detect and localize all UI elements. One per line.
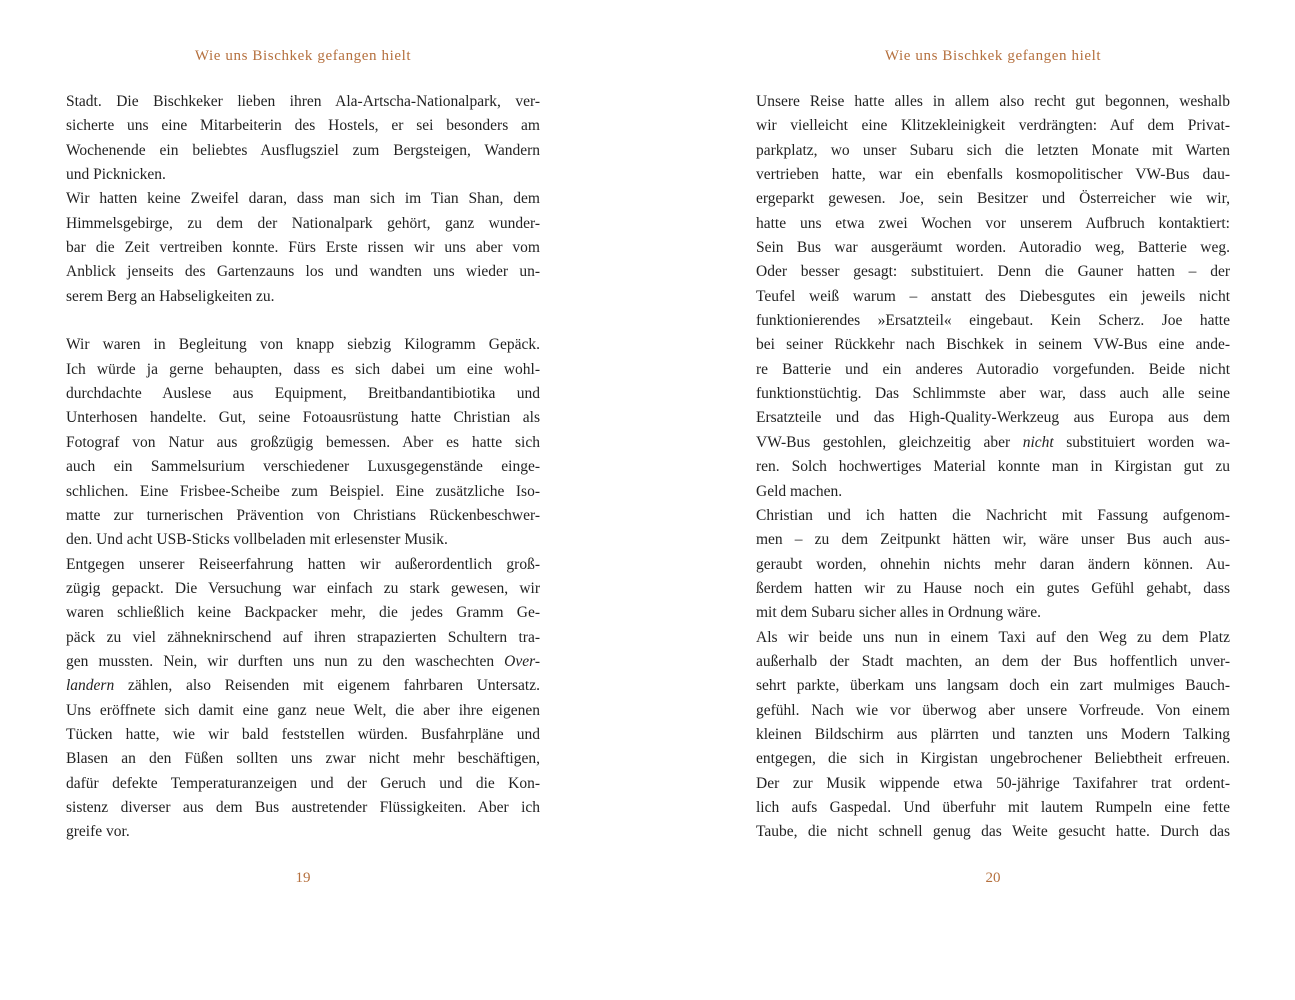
- text-line: landern zählen, also Reisenden mit eigenem fahrbaren Untersatz.: [66, 677, 540, 695]
- text-line: entgegen, die sich in Kirgistan ungebrochener Beliebtheit erfreuen.: [756, 750, 1230, 768]
- text-line: Ersatzteile und das High-Quality-Werkzeug aus Europa aus dem: [756, 409, 1230, 427]
- running-header-right: Wie uns Bischkek gefangen hielt: [884, 48, 1102, 64]
- text-line: Wir hatten keine Zweifel daran, dass man sich im Tian Shan, dem: [66, 190, 540, 208]
- paragraph: [66, 333, 540, 552]
- text-line: Teufel weiß warum – anstatt des Diebesgutes ein jeweils nicht: [756, 287, 1230, 305]
- text-line: VW-Bus gestohlen, gleichzeitig aber nicht substituiert worden wa-: [756, 433, 1230, 451]
- text-line: außerhalb der Stadt machten, an dem der Bus hoffentlich unver-: [756, 652, 1230, 670]
- text-line: durchdachte Auslese aus Equipment, Breitbandantibiotika und: [66, 385, 540, 403]
- text-line: Tücken hatte, wie wir bald feststellen würden. Busfahrpläne und: [66, 725, 540, 743]
- text-line: funktionstüchtig. Das Schlimmste aber war, dass auch alle seine: [756, 385, 1230, 403]
- page-number-right: 20: [985, 870, 1001, 886]
- paragraph: [66, 90, 540, 187]
- text-line: zügig gepackt. Die Versuchung war einfach zu stark gewesen, wir: [66, 579, 540, 597]
- text-line: sehrt parkte, überkam uns langsam doch ein zart mulmiges Bauch-: [756, 677, 1230, 695]
- text-line: Himmelsgebirge, zu dem der Nationalpark gehört, ganz wunder-: [66, 214, 540, 232]
- text-line: greife vor.: [66, 823, 130, 841]
- paragraph: [756, 90, 1230, 504]
- text-line: ßerdem hatten wir zu Hause noch ein gutes Gefühl gehabt, dass: [756, 579, 1230, 597]
- text-line: ergeparkt gewesen. Joe, sein Besitzer und Österreicher wie wir,: [756, 190, 1230, 208]
- text-line: Ich würde ja gerne behaupten, dass es sich dabei um eine wohl-: [66, 360, 540, 378]
- text-line: funktionierendes »Ersatzteil« eingebaut. Kein Scherz. Joe hatte: [756, 312, 1230, 330]
- text-line: gen mussten. Nein, wir durften uns nun zu den waschechten Over-: [66, 652, 540, 670]
- text-line: Unsere Reise hatte alles in allem also recht gut begonnen, weshalb: [756, 93, 1230, 110]
- text-line: kleinen Bildschirm aus plärrten und tanzten uns Modern Talking: [756, 725, 1230, 743]
- text-line: wir vielleicht eine Klitzekleinigkeit verdrängten: Auf dem Privat-: [756, 117, 1230, 135]
- text-line: waren schließlich keine Backpacker mehr, die jedes Gramm Ge-: [66, 604, 540, 622]
- paragraph: [66, 187, 540, 309]
- text-line: Oder besser gesagt: substituiert. Denn die Gauner hatten – der: [756, 263, 1230, 281]
- text-block-right: [756, 90, 1230, 845]
- text-line: geraubt worden, ohnehin nichts mehr daran ändern können. Au-: [756, 555, 1230, 573]
- text-line: Der zur Musik wippende etwa 50-jährige Taxifahrer trat ordent-: [756, 774, 1230, 792]
- text-line: Blasen an den Füßen sollten uns zwar nicht mehr beschäftigen,: [66, 750, 540, 768]
- text-line: bar die Zeit vertreiben konnte. Fürs Erste rissen wir uns aber vom: [66, 239, 540, 257]
- paragraph: [756, 626, 1230, 845]
- text-line: serem Berg an Habseligkeiten zu.: [66, 287, 275, 305]
- text-line: Fotograf von Natur aus großzügig bemessen. Aber es hatte sich: [66, 433, 540, 451]
- page-19: [66, 0, 540, 1000]
- text-line: päck zu viel zähneknirschend auf ihren strapazierten Schultern tra-: [66, 628, 540, 646]
- text-block-left: [66, 90, 540, 845]
- text-line: den. Und acht USB-Sticks vollbeladen mit erlesenster Musik.: [66, 531, 448, 549]
- text-line: sicherte uns eine Mitarbeiterin des Hostels, er sei besonders am: [66, 117, 540, 135]
- text-line: parkplatz, wo unser Subaru sich die letzten Monate mit Warten: [756, 141, 1230, 159]
- text-line: Stadt. Die Bischkeker lieben ihren Ala-Artscha-Nationalpark, ver-: [66, 93, 540, 110]
- text-line: und Picknicken.: [66, 166, 166, 184]
- page-number-left: 19: [295, 870, 311, 886]
- text-line: hatte uns etwa zwei Wochen vor unserem Aufbruch kontaktiert:: [756, 214, 1230, 232]
- page-20: [756, 0, 1230, 1000]
- text-line: mit dem Subaru sicher alles in Ordnung wäre.: [756, 604, 1041, 622]
- text-line: re Batterie und ein anderes Autoradio vorgefunden. Beide nicht: [756, 360, 1230, 378]
- text-line: ren. Solch hochwertiges Material konnte man in Kirgistan gut zu: [756, 458, 1230, 476]
- paragraph: [756, 504, 1230, 626]
- text-line: vertrieben hatte, war ein ebenfalls kosmopolitischer VW-Bus dau-: [756, 166, 1230, 184]
- text-line: schlichen. Eine Frisbee-Scheibe zum Beispiel. Eine zusätzliche Iso-: [66, 482, 540, 500]
- text-line: lich aufs Gaspedal. Und überfuhr mit lautem Rumpeln eine fette: [756, 798, 1230, 816]
- text-line: Wir waren in Begleitung von knapp siebzig Kilogramm Gepäck.: [66, 336, 540, 354]
- text-line: Taube, die nicht schnell genug das Weite gesucht hatte. Durch das: [756, 823, 1230, 841]
- text-line: Als wir beide uns nun in einem Taxi auf den Weg zu dem Platz: [756, 628, 1230, 646]
- text-line: Geld machen.: [756, 482, 843, 500]
- text-line: Christian und ich hatten die Nachricht mit Fassung aufgenom-: [756, 506, 1230, 524]
- text-line: bei seiner Rückkehr nach Bischkek in seinem VW-Bus eine ande-: [756, 336, 1230, 354]
- text-line: men – zu dem Zeitpunkt hätten wir, wäre unser Bus auch aus-: [756, 531, 1230, 549]
- paragraph: [66, 553, 540, 845]
- text-line: Unterhosen handelte. Gut, seine Fotoausrüstung hatte Christian als: [66, 409, 540, 427]
- text-line: Wochenende ein beliebtes Ausflugsziel zum Bergsteigen, Wandern: [66, 141, 540, 159]
- text-line: sistenz diverser aus dem Bus austretender Flüssigkeiten. Aber ich: [66, 798, 540, 816]
- running-header-left: Wie uns Bischkek gefangen hielt: [194, 48, 412, 64]
- text-line: auch ein Sammelsurium verschiedener Luxusgegenstände einge-: [66, 458, 540, 476]
- text-line: matte zur turnerischen Prävention von Christians Rückenbeschwer-: [66, 506, 540, 524]
- text-line: Sein Bus war ausgeräumt worden. Autoradio weg, Batterie weg.: [756, 239, 1230, 257]
- text-line: Entgegen unserer Reiseerfahrung hatten wir außerordentlich groß-: [66, 555, 540, 573]
- text-line: gefühl. Nach wie vor überwog aber unsere Vorfreude. Von einem: [756, 701, 1230, 719]
- text-line: Anblick jenseits des Gartenzauns los und wandten uns wieder un-: [66, 263, 540, 281]
- text-line: dafür defekte Temperaturanzeigen und der Geruch und die Kon-: [66, 774, 540, 792]
- text-line: Uns eröffnete sich damit eine ganz neue Welt, die aber ihre eigenen: [66, 701, 540, 719]
